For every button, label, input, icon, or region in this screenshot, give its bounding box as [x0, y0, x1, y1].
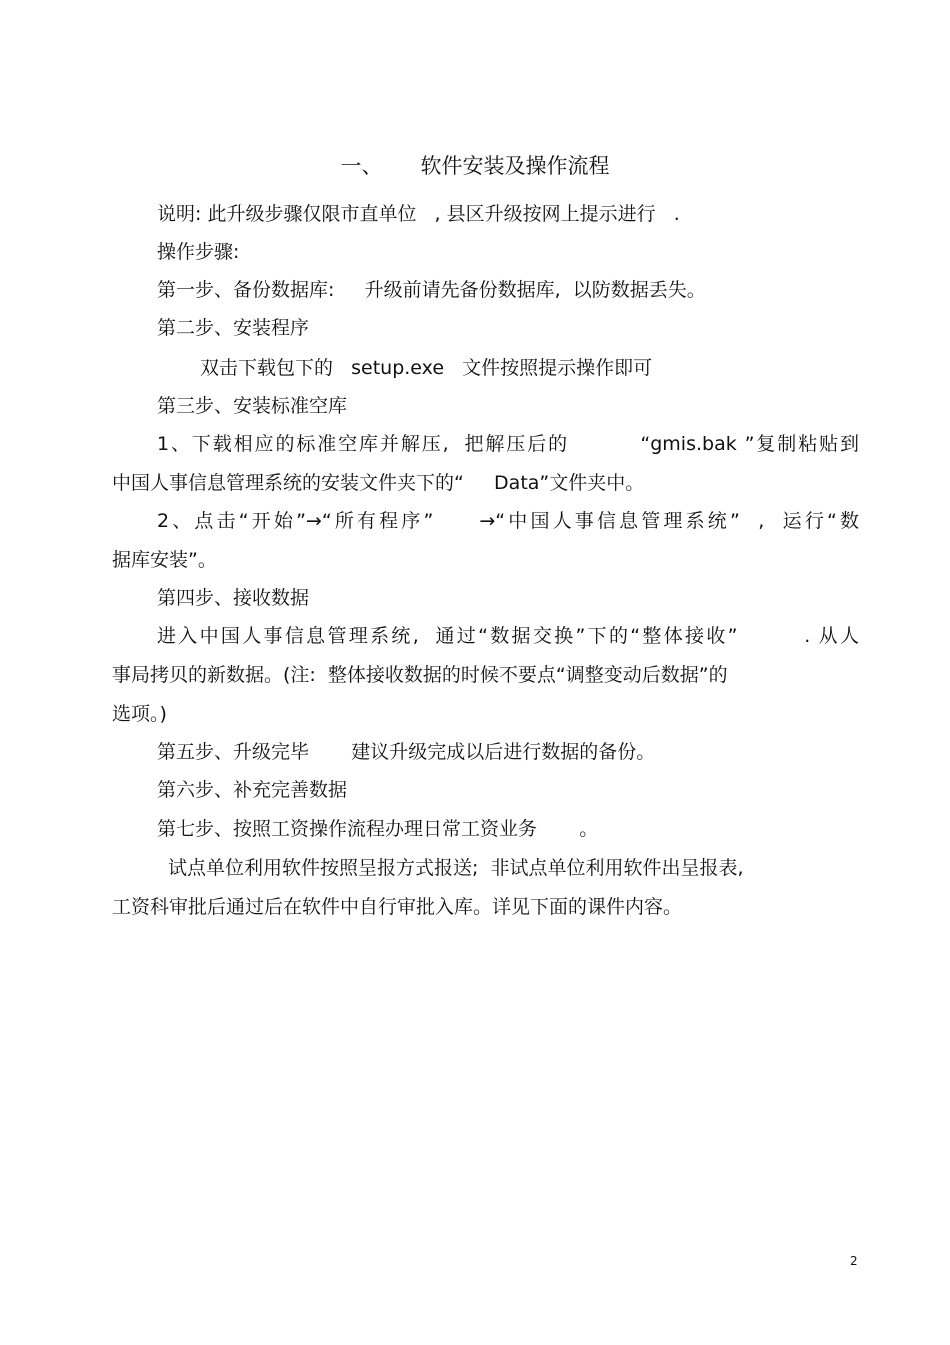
step-3-item-1-line-2: 中国人事信息管理系统的安装文件夹下的“ Data”文件夹中。 — [112, 472, 645, 494]
step-4-detail-line-2: 事局拷贝的新数据。(注: 整体接收数据的时候不要点“调整变动后数据”的 — [112, 664, 728, 686]
step-7-detail-line-1: 试点单位利用软件按照呈报方式报送; 非试点单位利用软件出呈报表, — [168, 857, 744, 879]
step-5: 第五步、升级完毕 建议升级完成以后进行数据的备份。 — [157, 741, 656, 763]
page-number: 2 — [850, 1254, 858, 1268]
step-4: 第四步、接收数据 — [157, 587, 310, 609]
steps-label: 操作步骤: — [157, 241, 240, 263]
step-7: 第七步、按照工资操作流程办理日常工资业务 。 — [157, 818, 599, 840]
section-heading — [0, 150, 950, 182]
note-line: 说明: 此升级步骤仅限市直单位 , 县区升级按网上提示进行 . — [157, 203, 680, 225]
section-number: 一、 — [340, 154, 383, 178]
step-2: 第二步、安装程序 — [157, 317, 310, 339]
step-4-detail-line-1: 进入中国人事信息管理系统, 通过“数据交换”下的“整体接收” . 从人 — [157, 625, 859, 647]
section-title: 软件安装及操作流程 — [420, 154, 610, 178]
step-3-item-2-line-2: 据库安装”。 — [112, 549, 217, 571]
step-3-item-1-line-1: 1、下载相应的标准空库并解压, 把解压后的 “gmis.bak ”复制粘贴到 — [157, 433, 859, 455]
step-7-detail-line-2: 工资科审批后通过后在软件中自行审批入库。详见下面的课件内容。 — [112, 896, 683, 918]
step-3-item-2-line-1: 2、点击“开始”→“所有程序” →“中国人事信息管理系统” , 运行“数 — [157, 510, 859, 532]
step-3: 第三步、安装标准空库 — [157, 395, 348, 417]
step-1: 第一步、备份数据库: 升级前请先备份数据库, 以防数据丢失。 — [157, 279, 706, 301]
step-4-detail-line-3: 选项。) — [112, 703, 167, 725]
step-2-detail: 双击下载包下的 setup.exe 文件按照提示操作即可 — [200, 357, 653, 379]
step-6: 第六步、补充完善数据 — [157, 779, 348, 801]
